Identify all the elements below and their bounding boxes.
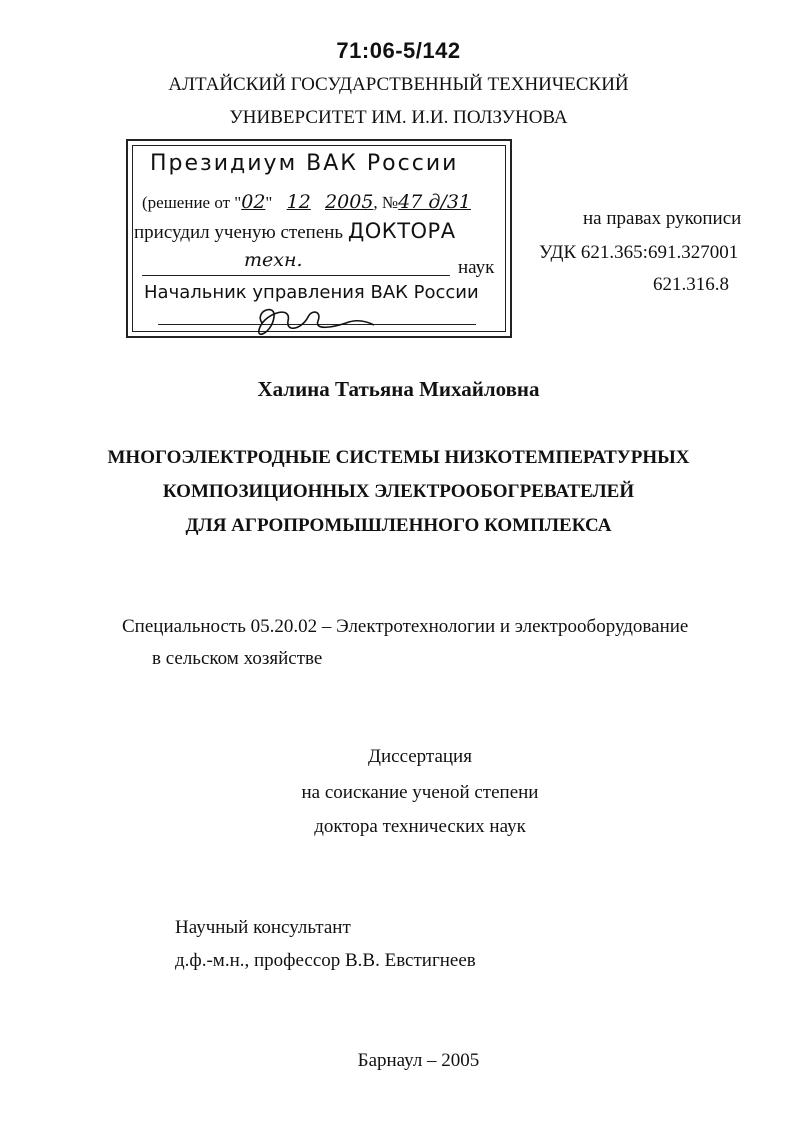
stamp-decision-no-label: , № xyxy=(373,193,399,212)
stamp-decision xyxy=(142,191,471,213)
stamp-decision-prefix: (решение от " xyxy=(142,193,242,212)
stamp-decision-day: 02 xyxy=(241,191,266,213)
author-name: Халина Татьяна Михайловна xyxy=(257,377,540,401)
consultant-name: д.ф.-м.н., профессор В.В. Евстигнеев xyxy=(175,950,476,971)
specialty-line-1: Специальность 05.20.02 – Электротехнологии и электрооборудование xyxy=(122,616,689,637)
stamp-head-title: Начальник управления ВАК России xyxy=(144,282,479,303)
specialty-line-2: в сельском хозяйстве xyxy=(152,648,323,669)
thesis-title-line-3: ДЛЯ АГРОПРОМЫШЛЕННОГО КОМПЛЕКСА xyxy=(185,515,612,536)
university-name-line-2: УНИВЕРСИТЕТ ИМ. И.И. ПОЛЗУНОВА xyxy=(229,107,568,128)
stamp-title: Президиум ВАК России xyxy=(150,151,459,176)
udk-line-1: УДК 621.365:691.327001 xyxy=(539,242,739,263)
thesis-title-line-2: КОМПОЗИЦИОННЫХ ЭЛЕКТРООБОГРЕВАТЕЛЕЙ xyxy=(162,481,635,502)
stamp-field-line xyxy=(142,275,450,276)
stamp-field-suffix: наук xyxy=(458,257,495,278)
stamp-decision-quote: " xyxy=(265,193,273,212)
stamp-award xyxy=(134,219,456,244)
vak-stamp xyxy=(126,139,512,338)
manuscript-rights: на правах рукописи xyxy=(583,208,742,229)
stamp-decision-month: 12 xyxy=(286,191,311,213)
city-year: Барнаул – 2005 xyxy=(357,1050,480,1071)
stamp-decision-number: 47 д/31 xyxy=(398,191,471,213)
dissertation-purpose: на соискание ученой степени xyxy=(301,782,539,803)
udk-line-2: 621.316.8 xyxy=(653,274,729,295)
stamp-field-handwritten: техн. xyxy=(244,249,303,271)
dissertation-degree: доктора технических наук xyxy=(314,816,526,837)
consultant-label: Научный консультант xyxy=(175,917,351,938)
stamp-signature xyxy=(250,301,380,345)
stamp-degree: ДОКТОРА xyxy=(347,219,456,243)
university-name-line-1: АЛТАЙСКИЙ ГОСУДАРСТВЕННЫЙ ТЕХНИЧЕСКИЙ xyxy=(168,74,629,95)
stamp-award-text: присудил ученую степень xyxy=(134,222,344,243)
dissertation-label: Диссертация xyxy=(368,746,472,767)
thesis-title-line-1: МНОГОЭЛЕКТРОДНЫЕ СИСТЕМЫ НИЗКОТЕМПЕРАТУРНЫХ xyxy=(107,447,690,468)
archive-code: 71:06-5/142 xyxy=(336,38,461,63)
stamp-decision-year: 2005 xyxy=(325,191,374,213)
